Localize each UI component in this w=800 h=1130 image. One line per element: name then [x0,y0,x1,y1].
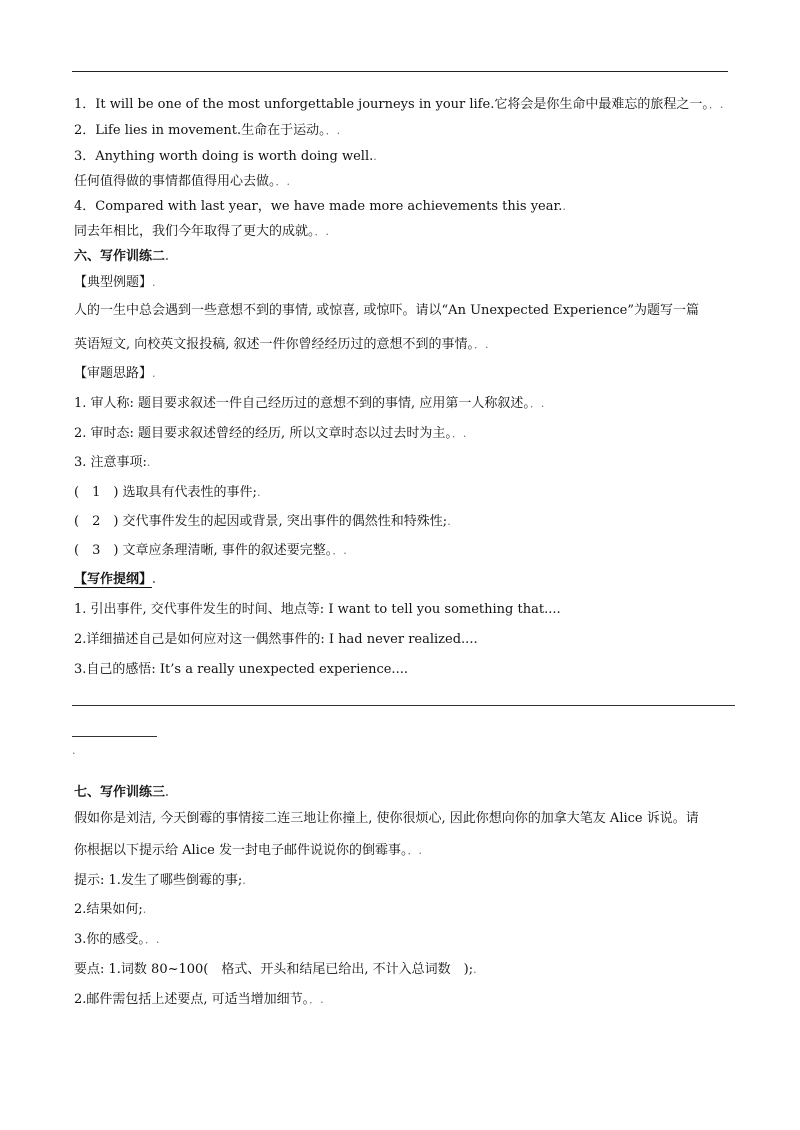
example-prompt-line-2-text: 英语短文, 向校英文报投稿, 叙述一件你曾经经历过的意想不到的事情。 [74,337,475,352]
section-7-heading [74,784,169,802]
outline-item-3 [74,661,408,679]
task-prompt-line-1 [74,810,699,828]
sentence-2 [74,122,340,140]
paragraph-mark: . [562,200,566,213]
paragraph-mark: ．. [708,98,724,111]
paragraph-mark: . [142,903,147,916]
paragraph-mark: ．. [309,993,324,1006]
paragraph-mark: . [165,786,169,799]
outline-item-2-text: 2.详细描述自己是如何应对这一偶然事件的: I had never realized.... [74,632,478,647]
paragraph-mark: . [152,573,156,586]
task-hint-3 [74,931,159,949]
analysis-point-2-text: 2. 审时态: 题目要求叙述曾经的经历, 所以文章时态以过去时为主。 [74,426,452,441]
task-hint-2 [74,901,146,919]
paragraph-mark: . [242,874,246,887]
sentence-3-translation-text: 任何值得做的事情都值得用心去做。 [74,174,276,189]
paragraph-mark: ．. [529,397,545,410]
section-6-heading [74,248,169,266]
sentence-1-text: 1．It will be one of the most unforgettable journeys in your life.它将会是你生命中最难忘的旅程之一。 [74,97,709,112]
analysis-point-3 [74,454,150,472]
task-requirement-2 [74,991,324,1009]
empty-paragraph [72,742,76,760]
outline-item-3-text: 3.自己的感悟: It’s a really unexpected experience.... [74,662,408,677]
outline-label-text: 【写作提纲】 [74,572,153,587]
outline-item-1-text: 1. 引出事件, 交代事件发生的时间、地点等: I want to tell you something that.... [74,602,561,617]
answer-line-short [72,736,157,737]
example-prompt-line-1-text: 人的一生中总会遇到一些意想不到的事情, 或惊喜, 或惊吓。请以“An Unexpected Experience”为题写一篇 [74,303,699,318]
analysis-sub-1-text: ( 1 ) 选取具有代表性的事件; [74,485,257,500]
section-6-heading-text: 六、写作训练二 [74,249,166,264]
task-hint-1 [74,872,246,890]
example-prompt-line-2 [74,336,489,354]
task-hint-1-text: 提示: 1.发生了哪些倒霉的事; [74,873,243,888]
task-hint-2-text: 2.结果如何; [74,902,143,917]
task-hint-3-text: 3.你的感受。 [74,932,145,947]
example-label [74,274,156,292]
paragraph-mark: ．. [474,338,489,351]
sentence-4-translation [74,223,329,241]
paragraph-mark: ．. [407,844,422,857]
analysis-label [74,365,156,383]
analysis-sub-3 [74,542,347,560]
analysis-point-2 [74,425,466,443]
paragraph-mark: ．. [325,124,341,137]
sentence-3-translation [74,173,290,191]
outline-item-1 [74,601,561,619]
paragraph-mark: . [256,486,261,499]
paragraph-mark: . [152,367,156,380]
paragraph-mark: ．. [275,175,291,188]
analysis-sub-2 [74,513,451,531]
paragraph-mark: ．. [332,544,347,557]
paragraph-mark: ．. [314,225,330,238]
sentence-2-text: 2．Life lies in movement.生命在于运动。 [74,123,326,138]
sentence-4-translation-text: 同去年相比，我们今年取得了更大的成就。 [74,224,315,239]
outline-item-2 [74,631,478,649]
paragraph-mark: ．. [144,933,160,946]
paragraph-mark: . [72,744,76,757]
analysis-sub-1 [74,484,260,502]
task-requirement-1 [74,961,477,979]
example-prompt-line-1 [74,302,699,320]
sentence-4-text: 4．Compared with last year，we have made more achievements this year. [74,199,563,214]
analysis-point-1-text: 1. 审人称: 题目要求叙述一件自己经历过的意想不到的事情, 应用第一人称叙述。 [74,396,530,411]
answer-line [72,705,735,706]
paragraph-mark: . [165,250,169,263]
sentence-1 [74,96,723,114]
paragraph-mark: . [146,456,151,469]
section-7-heading-text: 七、写作训练三 [74,785,166,800]
analysis-sub-2-text: ( 2 ) 交代事件发生的起因或背景, 突出事件的偶然性和特殊性; [74,514,448,529]
task-requirement-2-text: 2.邮件需包括上述要点, 可适当增加细节。 [74,992,310,1007]
task-prompt-line-1-text: 假如你是刘洁, 今天倒霉的事情接二连三地让你撞上, 使你很烦心, 因此你想向你的加拿大笔友 Alice 诉说。请 [74,811,699,826]
paragraph-mark: . [152,276,156,289]
paragraph-mark: ．. [451,427,467,440]
analysis-label-text: 【审题思路】 [74,366,153,381]
paragraph-mark: . [447,515,451,528]
sentence-3-text: 3．Anything worth doing is worth doing well. [74,149,374,164]
paragraph-mark: . [373,150,377,163]
analysis-point-1 [74,395,544,413]
sentence-4 [74,198,566,216]
task-prompt-line-2 [74,842,422,860]
paragraph-mark: . [473,963,477,976]
outline-label [74,571,156,589]
sentence-3 [74,148,377,166]
analysis-point-3-text: 3. 注意事项: [74,455,147,470]
task-prompt-line-2-text: 你根据以下提示给 Alice 发一封电子邮件说说你的倒霉事。 [74,843,408,858]
task-requirement-1-text: 要点: 1.词数 80~100( 格式、开头和结尾已给出, 不计入总词数 ); [74,962,474,977]
top-divider [72,71,728,72]
example-label-text: 【典型例题】 [74,275,153,290]
analysis-sub-3-text: ( 3 ) 文章应条理清晰, 事件的叙述要完整。 [74,543,333,558]
